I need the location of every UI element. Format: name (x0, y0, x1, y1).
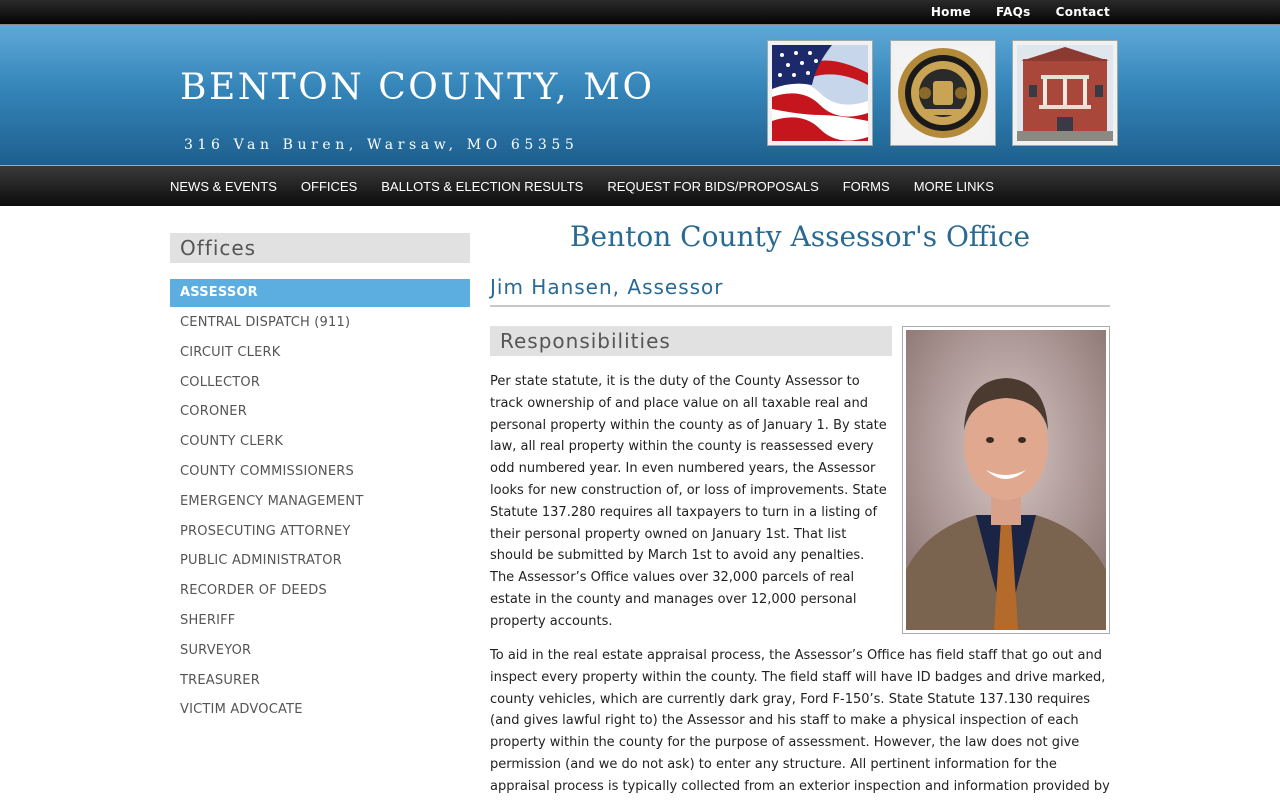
sidebar-item-emergency-management[interactable]: EMERGENCY MANAGEMENT (180, 493, 364, 509)
responsibilities-paragraph-1: Per state statute, it is the duty of the County Assessor to track ownership of and place value on all taxable real and personal property within the county as of January 1. By state law, all real property within the county is reassessed every odd numbered year. In even numbered years, the Assessor looks for new construction of, or loss of improvements. State Statute 137.280 requires all taxpayers to turn in a listing of their personal property owned on January 1st. That list should be submitted by March 1st to avoid any penalties. The Assessor’s Office values over 32,000 parcels of real estate in the county and manages over 12,000 personal property accounts. (490, 374, 887, 629)
nav-request-for-bids[interactable]: REQUEST FOR BIDS/PROPOSALS (607, 178, 819, 194)
sidebar-item-recorder-of-deeds[interactable]: RECORDER OF DEEDS (180, 583, 327, 599)
state-seal-photo (890, 40, 996, 146)
responsibilities-paragraph-2: To aid in the real estate appraisal process, the Assessor’s Office has field staff that go out and inspect every property within the county. The field staff will have ID badges and drive marked, county vehicles, which are currently dark gray, Ford F-150’s. State Statute 137.130 requires (and gives lawful right to) the Assessor and his staff to make a physical inspection of each property within the county for the purpose of assessment. However, the law does not give permission (and we do not ask) to enter any structure. All pertinent information for the appraisal process is typically collected from an exterior inspection and information provided by (490, 648, 1110, 794)
sidebar-item-surveyor[interactable]: SURVEYOR (180, 642, 252, 658)
flag-photo (767, 40, 873, 146)
page-title: Benton County Assessor's Office (569, 220, 1031, 253)
american-flag-image (772, 45, 868, 141)
sidebar-item-central-dispatch[interactable]: CENTRAL DISPATCH (911) (180, 315, 351, 330)
sidebar-item-prosecuting-attorney[interactable]: PROSECUTING ATTORNEY (180, 523, 351, 539)
top-utility-bar (0, 0, 1280, 25)
sidebar-item-public-administrator[interactable]: PUBLIC ADMINISTRATOR (180, 553, 342, 569)
site-header (0, 25, 1280, 166)
sidebar-item-assessor[interactable]: ASSESSOR (170, 279, 470, 307)
nav-offices[interactable]: OFFICES (300, 178, 358, 194)
responsibilities-heading: Responsibilities (490, 326, 892, 356)
sidebar-item-sheriff[interactable]: SHERIFF (180, 612, 236, 628)
sidebar-item-collector[interactable]: COLLECTOR (180, 374, 261, 390)
courthouse-photo (1012, 40, 1118, 146)
offices-sidebar (170, 233, 470, 725)
faqs-link[interactable]: FAQs (995, 5, 1031, 19)
assessor-photo-image (906, 330, 1106, 630)
sidebar-item-coroner[interactable]: CORONER (180, 404, 247, 420)
assessor-portrait (902, 326, 1110, 634)
sidebar-item-victim-advocate[interactable]: VICTIM ADVOCATE (180, 702, 303, 718)
top-links (931, 0, 1110, 24)
home-link[interactable]: Home (930, 5, 971, 19)
main-navigation (0, 166, 1280, 206)
sidebar-item-county-clerk[interactable]: COUNTY CLERK (180, 434, 284, 450)
nav-ballots-election-results[interactable]: BALLOTS & ELECTION RESULTS (381, 178, 584, 194)
contact-link[interactable]: Contact (1055, 5, 1110, 19)
sidebar-title: Offices (170, 233, 470, 263)
main-content (490, 215, 1110, 794)
nav-news-events[interactable]: NEWS & EVENTS (170, 178, 277, 194)
offices-list (170, 279, 470, 725)
sidebar-item-treasurer[interactable]: TREASURER (180, 672, 260, 688)
sidebar-item-county-commissioners[interactable]: COUNTY COMMISSIONERS (180, 463, 354, 479)
nav-more-links[interactable]: MORE LINKS (913, 178, 994, 194)
nav-forms[interactable]: FORMS (842, 178, 890, 194)
sidebar-item-circuit-clerk[interactable]: CIRCUIT CLERK (180, 344, 281, 360)
site-title[interactable]: BENTON COUNTY, MO (180, 67, 655, 108)
missouri-seal-image (895, 45, 991, 141)
courthouse-image (1017, 45, 1113, 141)
site-address: 316 Van Buren, Warsaw, MO 65355 (184, 137, 579, 153)
assessor-name-heading: Jim Hansen, Assessor (490, 275, 1110, 307)
